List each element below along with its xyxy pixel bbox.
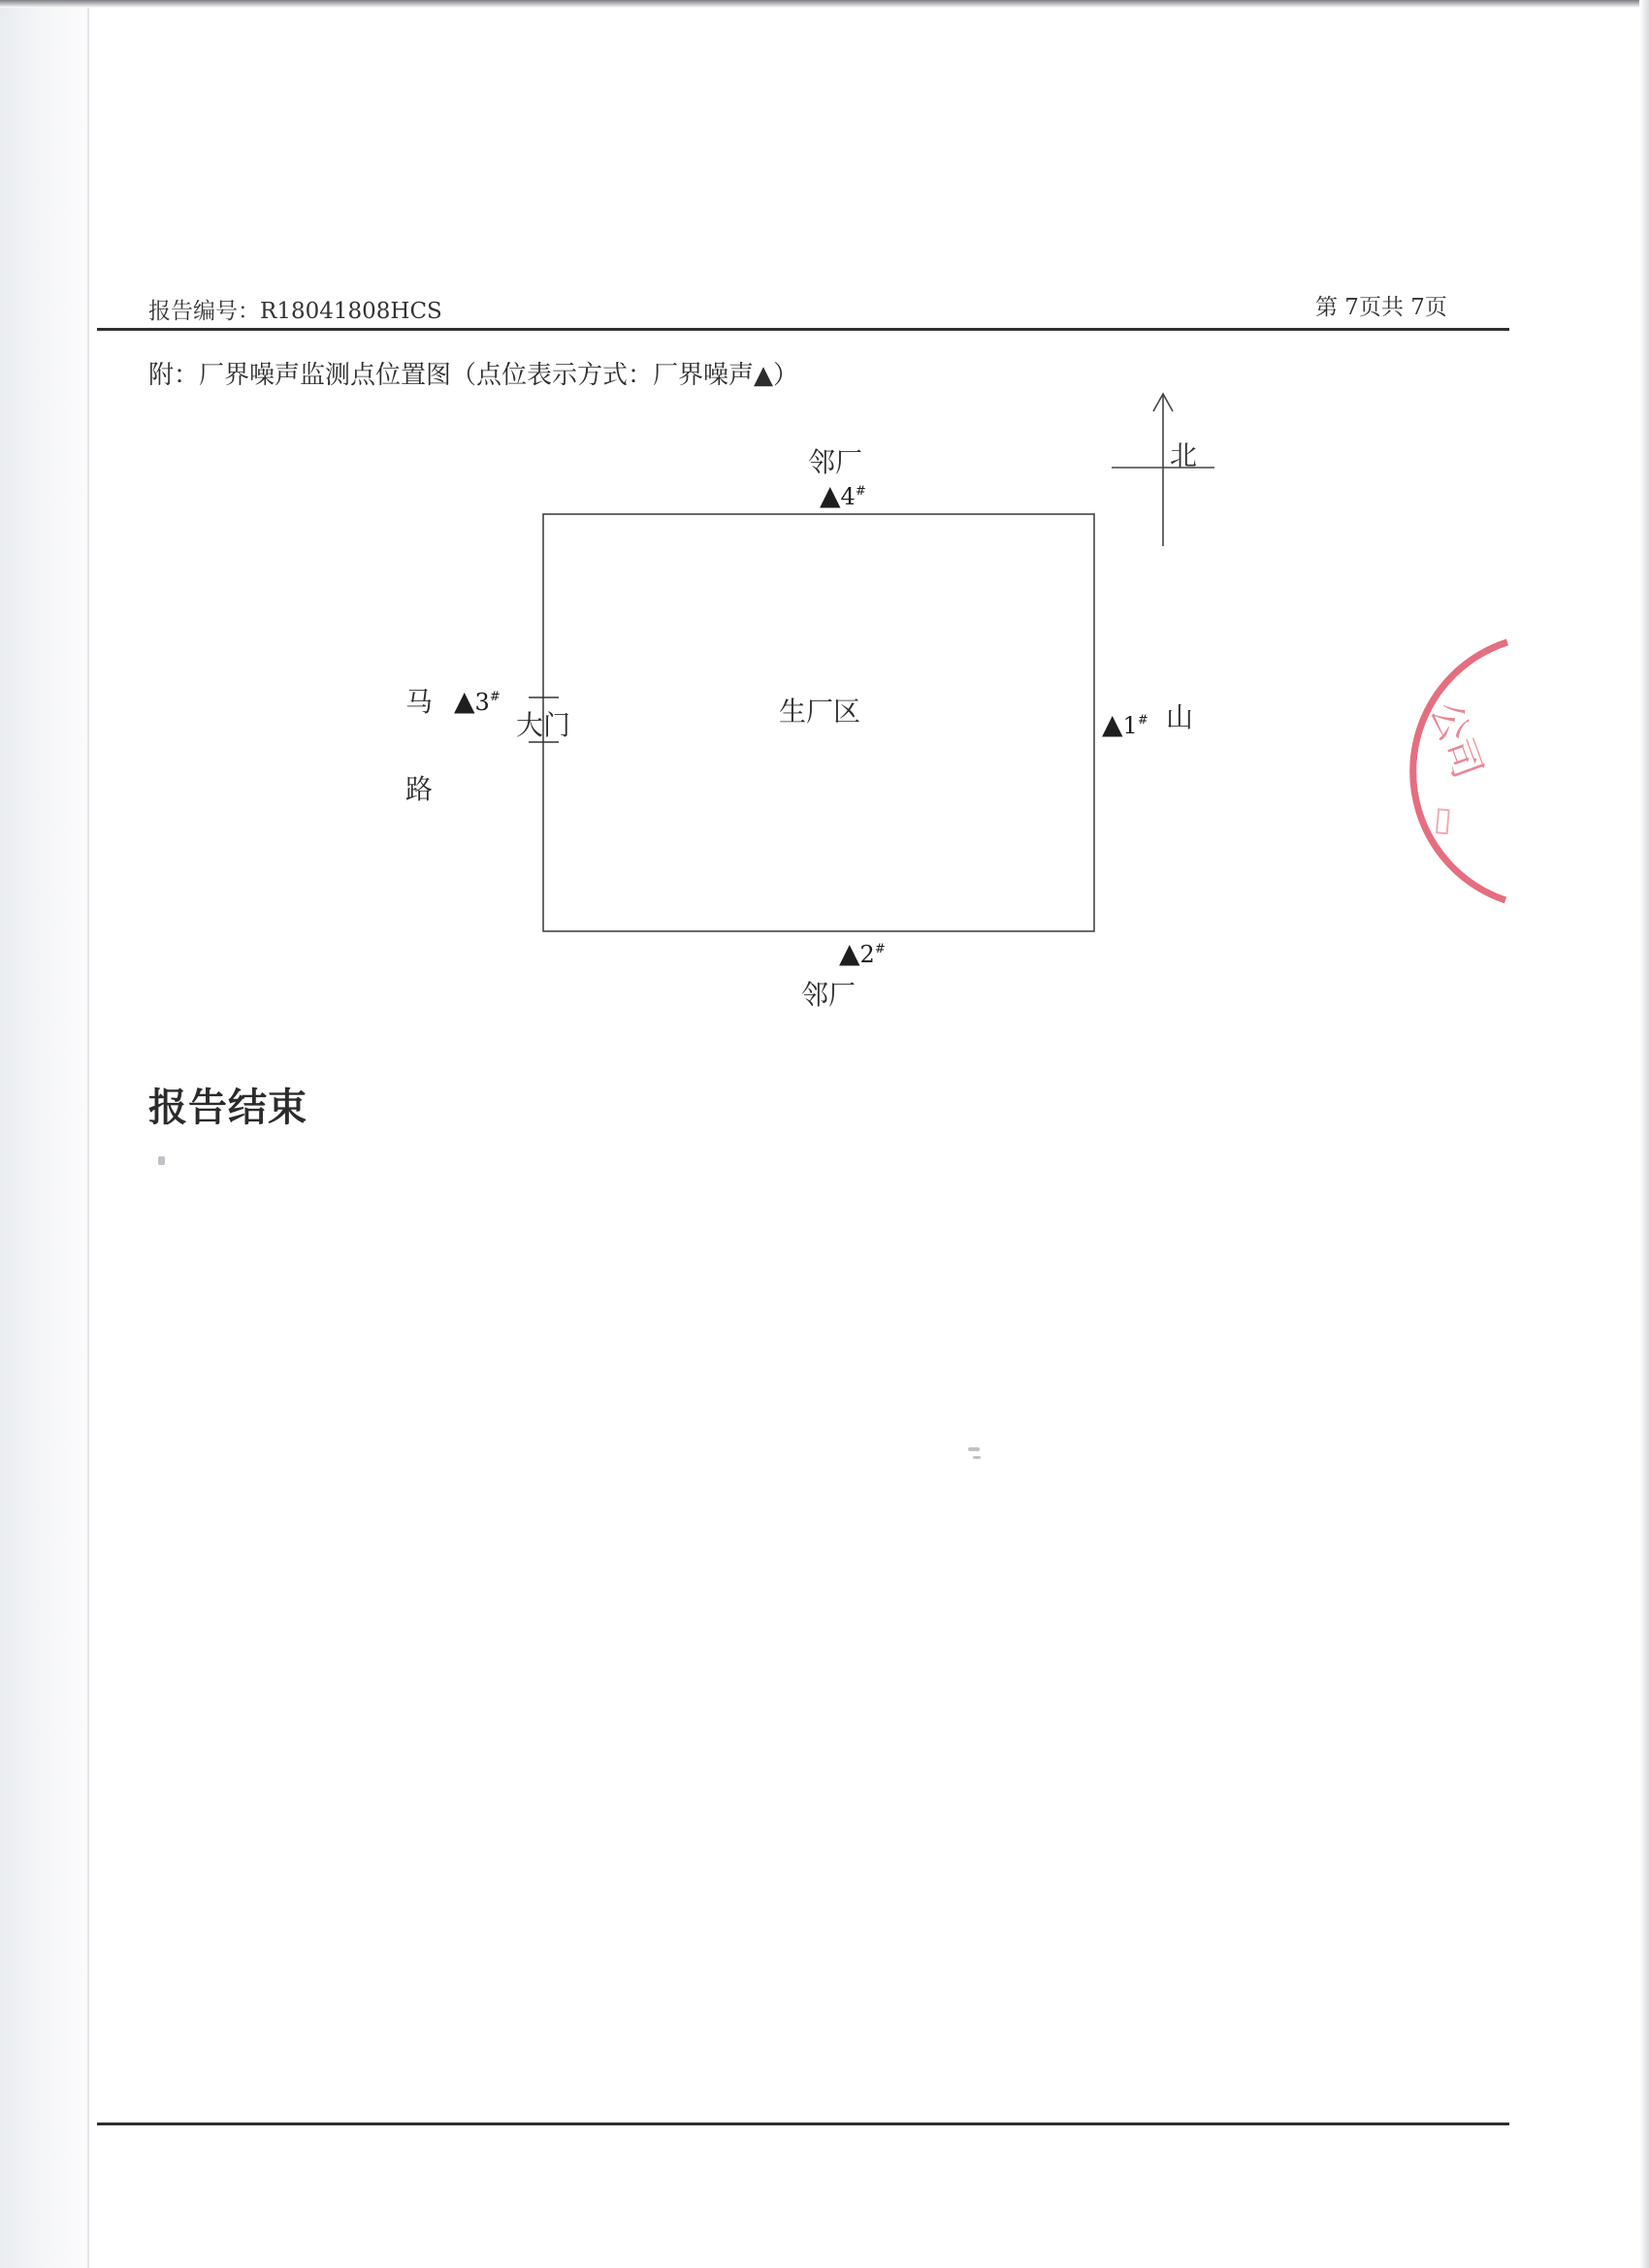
report-end-label: 报告结束 [148,1085,307,1130]
triangle-marker-icon: ▲ [820,479,841,511]
gate-label: 大门 [516,709,571,741]
triangle-marker-icon: ▲ [839,937,860,969]
point-number: 3 [474,689,490,716]
triangle-marker-icon: ▲ [454,685,475,717]
svg-text:▭: ▭ [1424,804,1466,839]
scan-speck [968,1447,980,1451]
point-suffix: # [1137,712,1148,728]
scan-speck [973,1456,981,1459]
triangle-marker-icon: ▲ [1102,708,1123,740]
mountain-label: 山 [1166,701,1194,733]
company-seal [1377,631,1533,912]
point-number: 1 [1122,712,1138,739]
road-label-top: 马 [405,686,434,718]
factory-area-label: 生厂区 [779,696,861,728]
scan-speck [158,1156,165,1165]
neighbor-factory-bottom: 邻厂 [801,979,857,1011]
point-number: 2 [859,941,875,968]
neighbor-factory-top: 邻厂 [808,446,863,478]
monitoring-point-1 [1102,708,1148,740]
monitoring-point-2 [839,937,886,969]
footer-rule [97,2122,1509,2125]
report-number-label: 报告编号： [148,299,260,324]
page-info: 第 7页共 7页 [1315,295,1447,320]
point-suffix: # [489,689,501,704]
point-number: 4 [840,483,856,510]
point-suffix: # [874,941,886,956]
point-suffix: # [855,483,866,499]
attachment-title: 附：厂界噪声监测点位置图（点位表示方式：厂界噪声▲） [148,361,798,390]
monitoring-point-3 [454,685,501,717]
road-label-bottom: 路 [405,773,434,805]
north-label: 北 [1170,439,1198,471]
report-number-value: R18041808HCS [260,299,442,324]
monitoring-point-4 [820,479,866,511]
seal-text: 公司 [1421,696,1491,785]
